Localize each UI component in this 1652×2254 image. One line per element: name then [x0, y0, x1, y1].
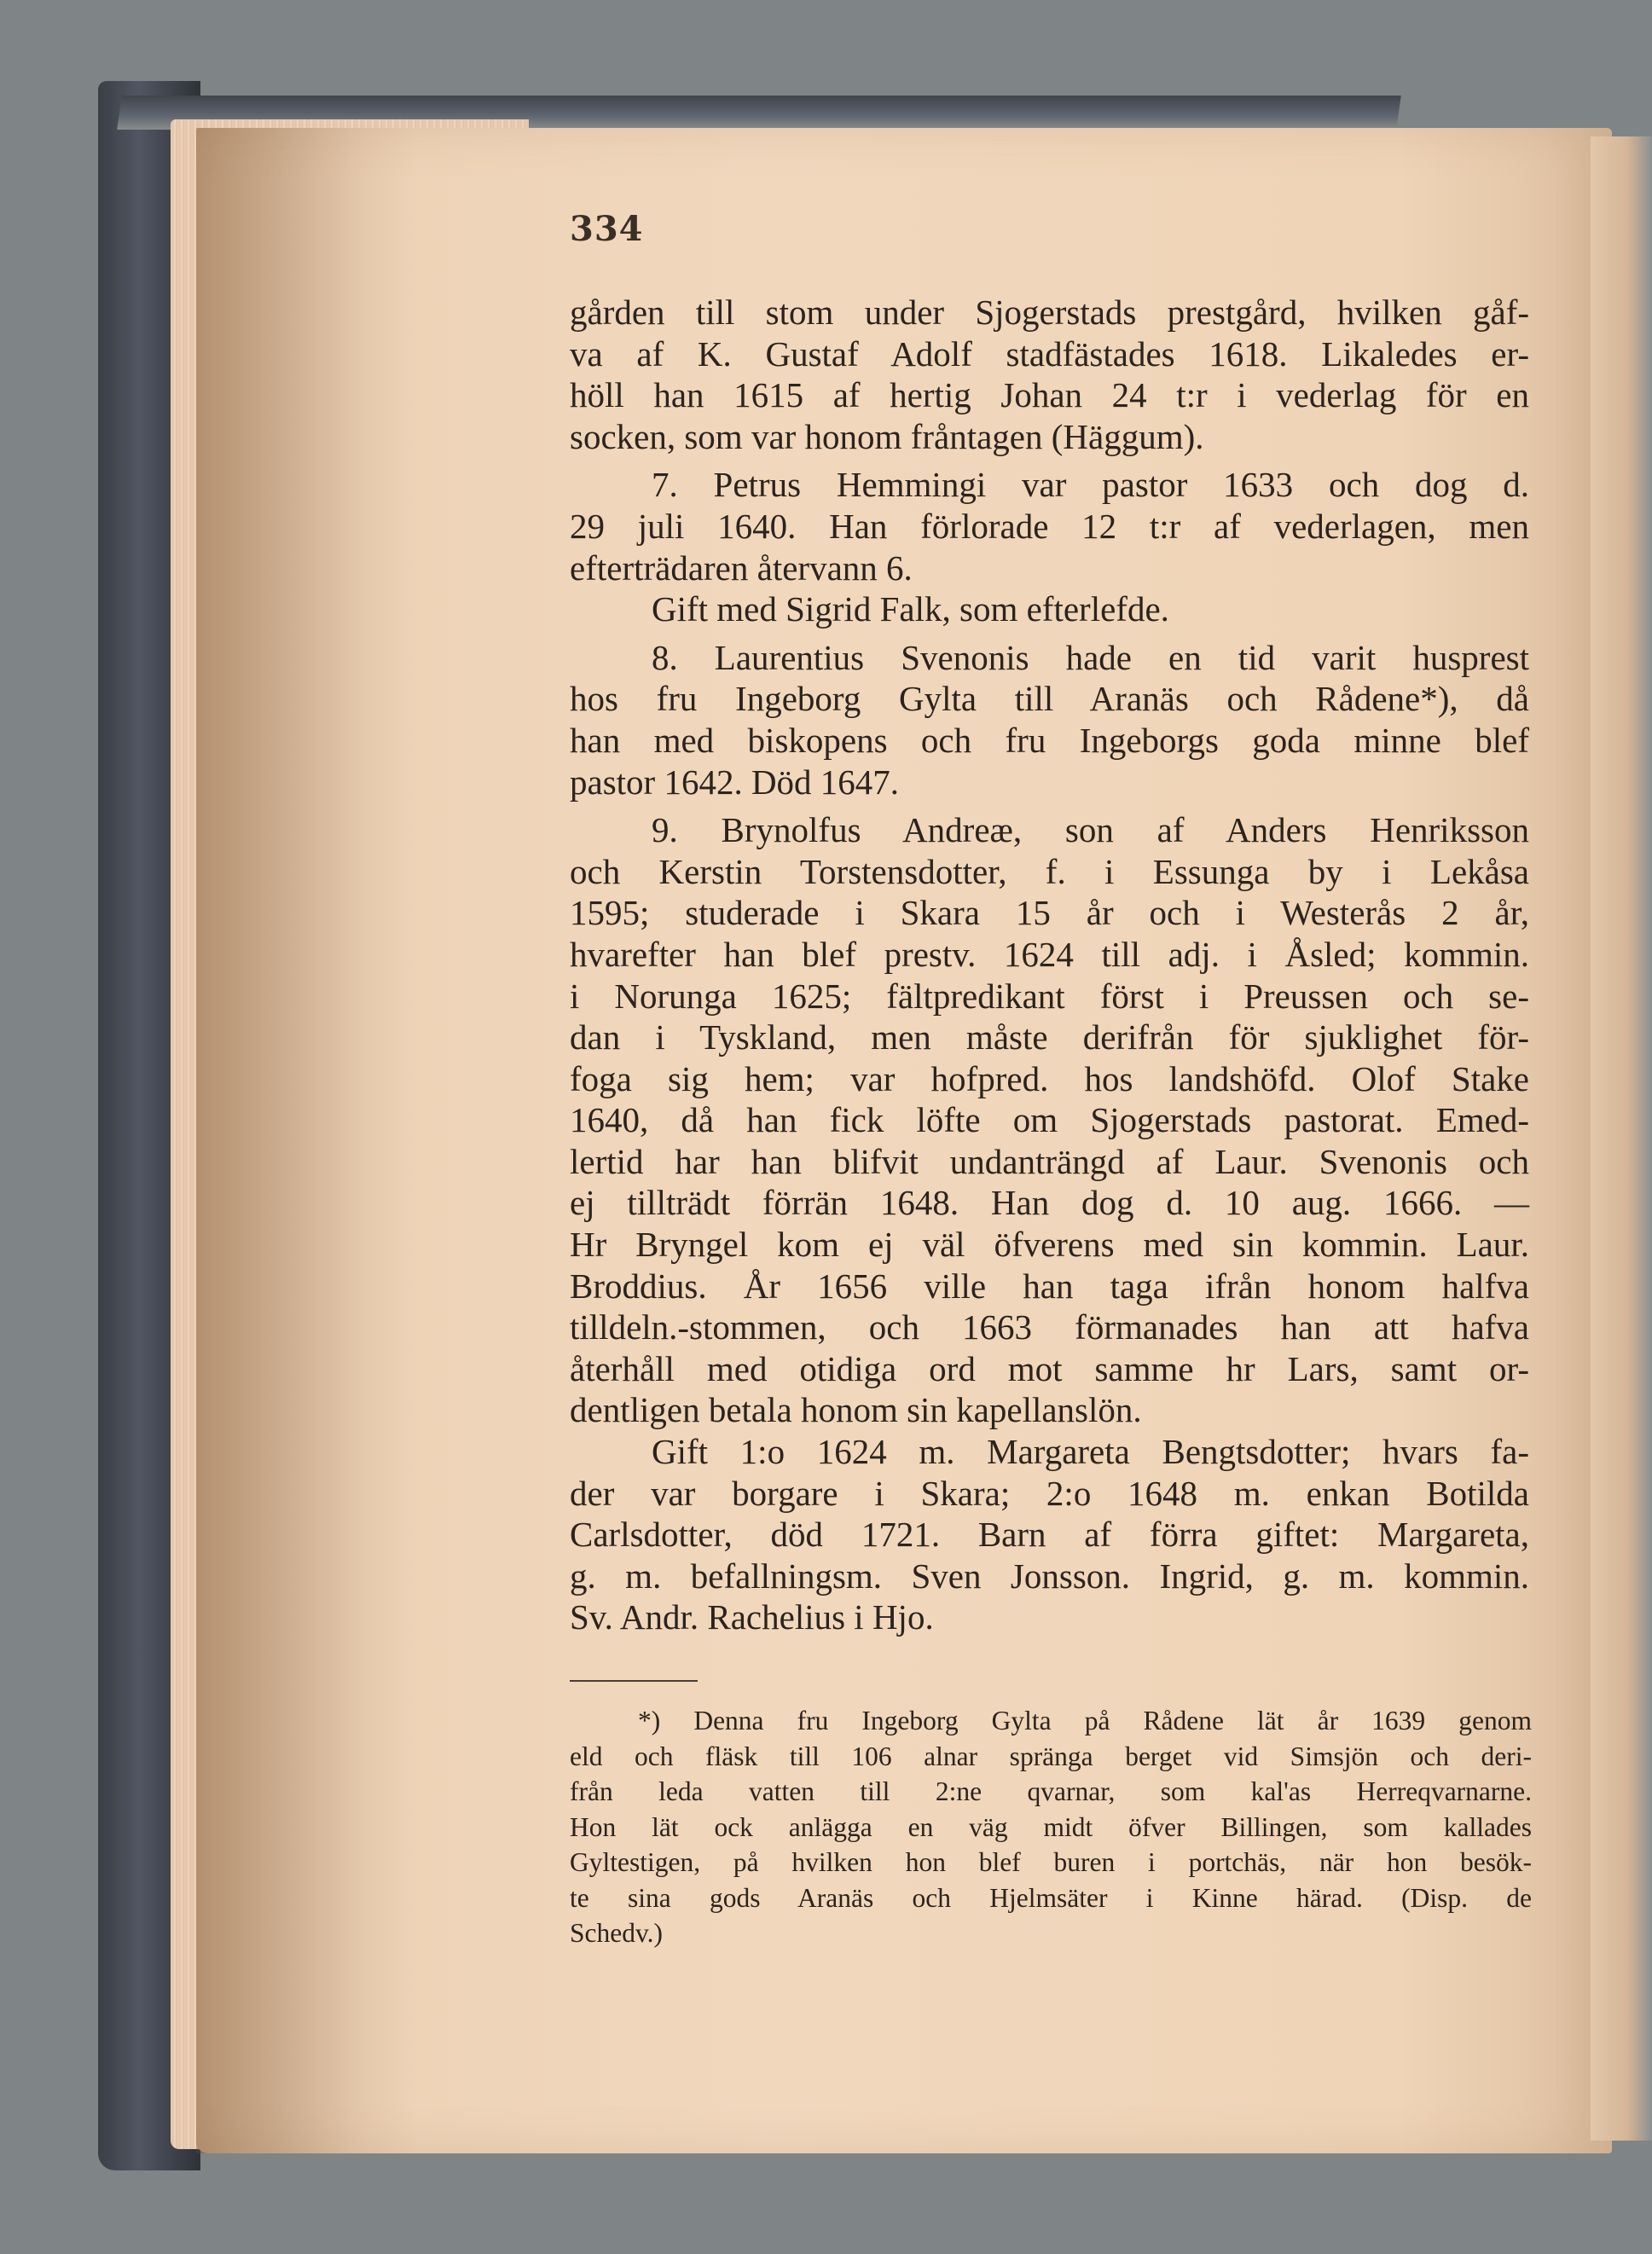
body-line: Carlsdotter, död 1721. Barn af förra giftet: Margareta,	[570, 1515, 1529, 1555]
body-line: dentligen betala honom sin kapellanslön.	[570, 1390, 1142, 1430]
body-line: 29 juli 1640. Han förlorade 12 t:r af vederlagen, men	[570, 506, 1529, 546]
footnote-line: Schedv.)	[570, 1918, 664, 1948]
body-line: g. m. befallningsm. Sven Jonsson. Ingrid, g. m. kommin.	[570, 1556, 1529, 1596]
page-right-edge	[1591, 136, 1652, 2141]
body-line: 1595; studerade i Skara 15 år och i Westerås 2 år,	[570, 893, 1529, 933]
body-line: återhåll med otidiga ord mot samme hr Lars, samt or-	[570, 1348, 1529, 1388]
footnote-line: Gyltestigen, på hvilken hon blef buren i portchäs, när hon besök-	[570, 1847, 1532, 1877]
spine-shadow	[196, 128, 418, 2153]
footnote-line: Hon lät ock anlägga en väg midt öfver Billingen, som kallades	[570, 1811, 1532, 1842]
body-line: pastor 1642. Död 1647.	[570, 762, 900, 802]
body-line: efterträdaren återvann 6.	[570, 548, 913, 588]
body-line: gården till stom under Sjogerstads prestgård, hvilken gåf-	[570, 293, 1529, 332]
body-line: socken, som var honom fråntagen (Häggum).	[570, 416, 1204, 456]
footnote-divider	[570, 1680, 698, 1682]
body-text	[570, 292, 1529, 1638]
body-line: Sv. Andr. Rachelius i Hjo.	[570, 1597, 934, 1637]
page-number: 334	[570, 209, 644, 249]
body-line: i Norunga 1625; fältpredikant först i Preussen och se-	[570, 976, 1529, 1016]
footnote-line: te sina gods Aranäs och Hjelmsäter i Kinne härad. (Disp. de	[570, 1882, 1532, 1913]
body-line: dan i Tyskland, men måste derifrån för sjuklighet för-	[570, 1017, 1529, 1057]
body-line: va af K. Gustaf Adolf stadfästades 1618. Likaledes er-	[570, 333, 1529, 374]
footnote	[570, 1703, 1532, 1951]
body-line: der var borgare i Skara; 2:o 1648 m. enkan Botilda	[570, 1473, 1529, 1513]
body-line: lertid har han blifvit undanträngd af Laur. Svenonis och	[570, 1141, 1529, 1181]
body-line: foga sig hem; var hofpred. hos landshöfd. Olof Stake	[570, 1058, 1529, 1098]
footnote-line: från leda vatten till 2:ne qvarnar, som kal'as Herreqvarnarne.	[570, 1776, 1532, 1806]
body-line: 1640, då han fick löfte om Sjogerstads pastorat. Emed-	[570, 1100, 1529, 1140]
body-line: Hr Bryngel kom ej väl öfverens med sin kommin. Laur.	[570, 1225, 1529, 1265]
body-line: och Kerstin Torstensdotter, f. i Essunga by i Lekåsa	[570, 851, 1529, 891]
body-line: 8. Laurentius Svenonis hade en tid varit husprest	[652, 637, 1529, 677]
body-line: hos fru Ingeborg Gylta till Aranäs och Rådene*), då	[570, 679, 1529, 719]
body-line: Broddius. År 1656 ville han taga ifrån honom halfva	[570, 1266, 1529, 1306]
body-line: ej tillträdt förrän 1648. Han dog d. 10 aug. 1666. —	[570, 1183, 1529, 1223]
body-line: 7. Petrus Hemmingi var pastor 1633 och dog d.	[652, 465, 1529, 505]
body-line: hvarefter han blef prestv. 1624 till adj. i Åsled; kommin.	[570, 934, 1529, 974]
body-line: Gift med Sigrid Falk, som efterlefde.	[652, 589, 1169, 629]
footnote-line: *) Denna fru Ingeborg Gylta på Rådene lät år 1639 genom	[638, 1706, 1532, 1735]
body-line: tilldeln.-stommen, och 1663 förmanades han att hafva	[570, 1307, 1529, 1347]
body-line: han med biskopens och fru Ingeborgs goda minne blef	[570, 720, 1529, 760]
footnote-line: eld och fläsk till 106 alnar spränga berget vid Simsjön och deri-	[570, 1741, 1532, 1771]
body-line: Gift 1:o 1624 m. Margareta Bengtsdotter; hvars fa-	[652, 1432, 1529, 1472]
body-line: 9. Brynolfus Andreæ, son af Anders Henriksson	[652, 810, 1529, 850]
body-line: höll han 1615 af hertig Johan 24 t:r i vederlag för en	[570, 375, 1529, 415]
